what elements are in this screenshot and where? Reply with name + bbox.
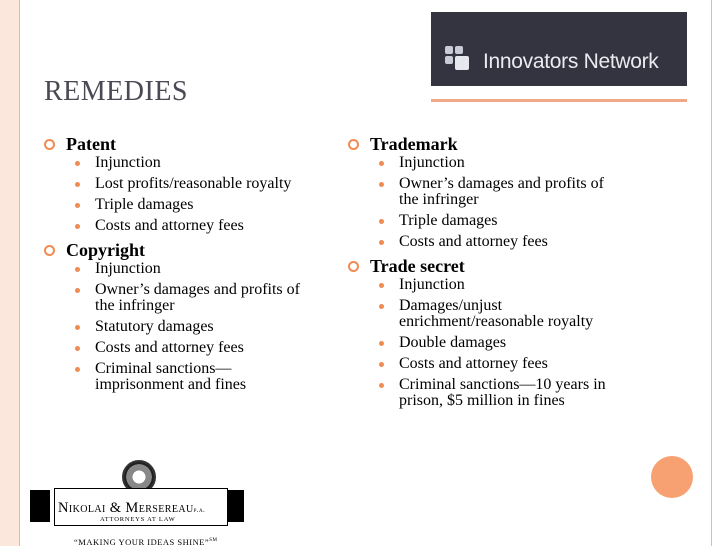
logo-bar-left	[30, 490, 50, 522]
dot-bullet-icon	[75, 182, 80, 187]
list-item: Costs and attorney fees	[44, 340, 344, 356]
firm-logo	[30, 458, 244, 548]
list-item: Statutory damages	[44, 319, 344, 335]
firm-subtitle: ATTORNEYS AT LAW	[100, 516, 176, 523]
right-column	[348, 133, 648, 414]
ring-bullet-icon	[348, 261, 359, 272]
list-item: Owner’s damages and profits of the infringer	[44, 282, 310, 314]
dot-bullet-icon	[379, 161, 384, 166]
section-trade-secret	[348, 255, 648, 409]
dot-bullet-icon	[379, 219, 384, 224]
dot-bullet-icon	[379, 362, 384, 367]
list-item: Criminal sanctions—10 years in prison, $5 million in fines	[348, 377, 629, 409]
dot-bullet-icon	[75, 224, 80, 229]
section-patent	[44, 133, 344, 234]
section-trademark	[348, 133, 648, 250]
list-item: Damages/unjust enrichment/reasonable royalty	[348, 298, 624, 330]
ring-bullet-icon	[44, 245, 55, 256]
dot-bullet-icon	[75, 203, 80, 208]
section-heading: Trade secret	[348, 255, 648, 277]
list-item: Triple damages	[44, 197, 344, 213]
section-heading: Trademark	[348, 133, 648, 155]
list-item: Injunction	[44, 261, 344, 277]
logo-squares-icon	[445, 46, 471, 72]
ring-bullet-icon	[348, 139, 359, 150]
list-item: Injunction	[348, 155, 648, 171]
dot-bullet-icon	[379, 304, 384, 309]
list-item: Costs and attorney fees	[44, 218, 344, 234]
dot-bullet-icon	[379, 240, 384, 245]
left-accent-bar	[0, 0, 19, 546]
list-item: Lost profits/reasonable royalty	[44, 176, 344, 192]
decorative-circle	[651, 456, 693, 498]
section-copyright	[44, 239, 344, 393]
logo-text: Innovators Network	[483, 50, 659, 73]
section-heading: Copyright	[44, 239, 344, 261]
innovators-network-logo	[431, 12, 687, 86]
logo-underline	[431, 99, 687, 102]
dot-bullet-icon	[379, 341, 384, 346]
list-item: Costs and attorney fees	[348, 234, 648, 250]
list-item: Injunction	[44, 155, 344, 171]
dot-bullet-icon	[75, 346, 80, 351]
list-item: Criminal sanctions— imprisonment and fines	[44, 361, 285, 393]
dot-bullet-icon	[379, 383, 384, 388]
dot-bullet-icon	[379, 283, 384, 288]
firm-tagline: “MAKING YOUR IDEAS SHINE”℠	[74, 537, 218, 547]
left-edge-line	[19, 0, 20, 546]
dot-bullet-icon	[379, 182, 384, 187]
logo-bar-right	[228, 490, 244, 522]
ring-bullet-icon	[44, 139, 55, 150]
list-item: Double damages	[348, 335, 648, 351]
list-item: Owner’s damages and profits of the infringer	[348, 176, 614, 208]
slide-title: REMEDIES	[44, 76, 188, 107]
list-item: Costs and attorney fees	[348, 356, 648, 372]
list-item: Injunction	[348, 277, 648, 293]
dot-bullet-icon	[75, 161, 80, 166]
dot-bullet-icon	[75, 267, 80, 272]
firm-name: Nikolai & Mersereaup.a.	[58, 500, 206, 516]
right-edge-line	[711, 0, 712, 546]
dot-bullet-icon	[75, 288, 80, 293]
dot-bullet-icon	[75, 367, 80, 372]
left-column	[44, 133, 344, 398]
section-heading: Patent	[44, 133, 344, 155]
list-item: Triple damages	[348, 213, 648, 229]
dot-bullet-icon	[75, 325, 80, 330]
